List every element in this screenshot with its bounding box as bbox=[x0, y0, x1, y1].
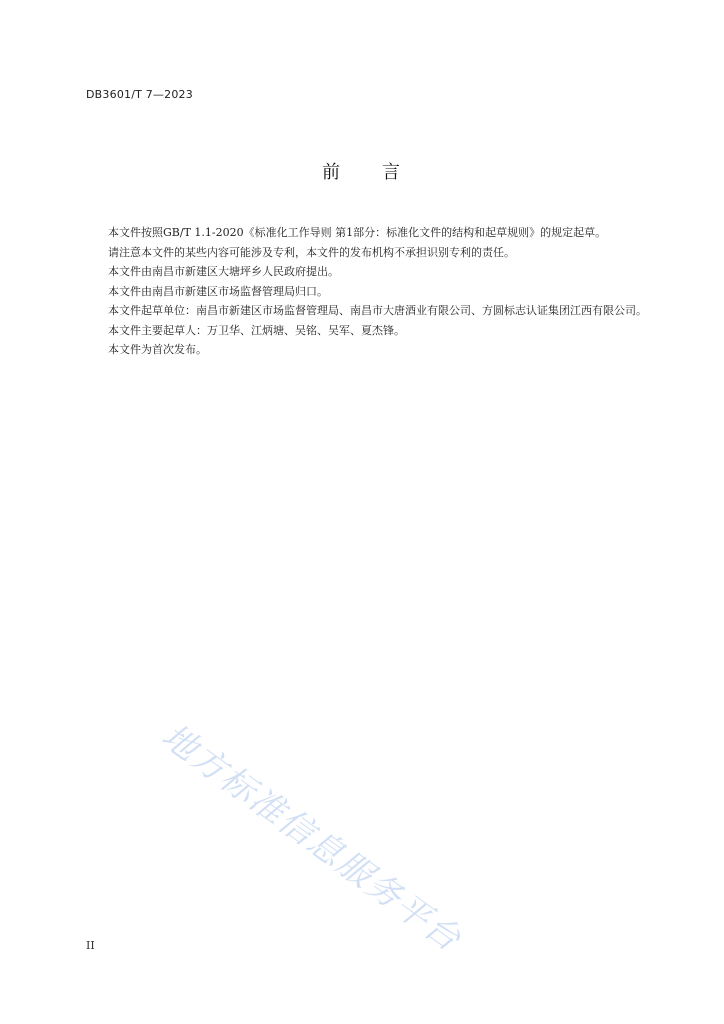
paragraph-centralized-by: 本文件由南昌市新建区市场监督管理局归口。 bbox=[108, 284, 328, 298]
title-char-2: 言 bbox=[382, 162, 402, 183]
paragraph-patent-notice: 请注意本文件的某些内容可能涉及专利，本文件的发布机构不承担识别专利的责任。 bbox=[108, 245, 515, 259]
title-char-1: 前 bbox=[322, 162, 342, 183]
section-title bbox=[0, 158, 724, 184]
watermark-text: 地方标准信息服务平台 bbox=[154, 716, 469, 961]
page-number: II bbox=[86, 939, 95, 952]
foreword-body bbox=[86, 223, 656, 360]
document-code: DB3601/T 7—2023 bbox=[86, 88, 193, 101]
paragraph-drafting-rules: 本文件按照GB/T 1.1-2020《标准化工作导则 第1部分：标准化文件的结构和起草规则》的规定起草。 bbox=[108, 226, 607, 239]
paragraph-drafters: 本文件主要起草人：万卫华、江炳塘、吴铭、吴军、夏杰锋。 bbox=[108, 323, 405, 337]
paragraph-first-release: 本文件为首次发布。 bbox=[108, 343, 207, 356]
paragraph-drafting-units: 本文件起草单位：南昌市新建区市场监督管理局、南昌市大唐酒业有限公司、方圆标志认证集团江西有限公司。 bbox=[108, 304, 647, 317]
paragraph-proposed-by: 本文件由南昌市新建区大塘坪乡人民政府提出。 bbox=[108, 265, 339, 278]
